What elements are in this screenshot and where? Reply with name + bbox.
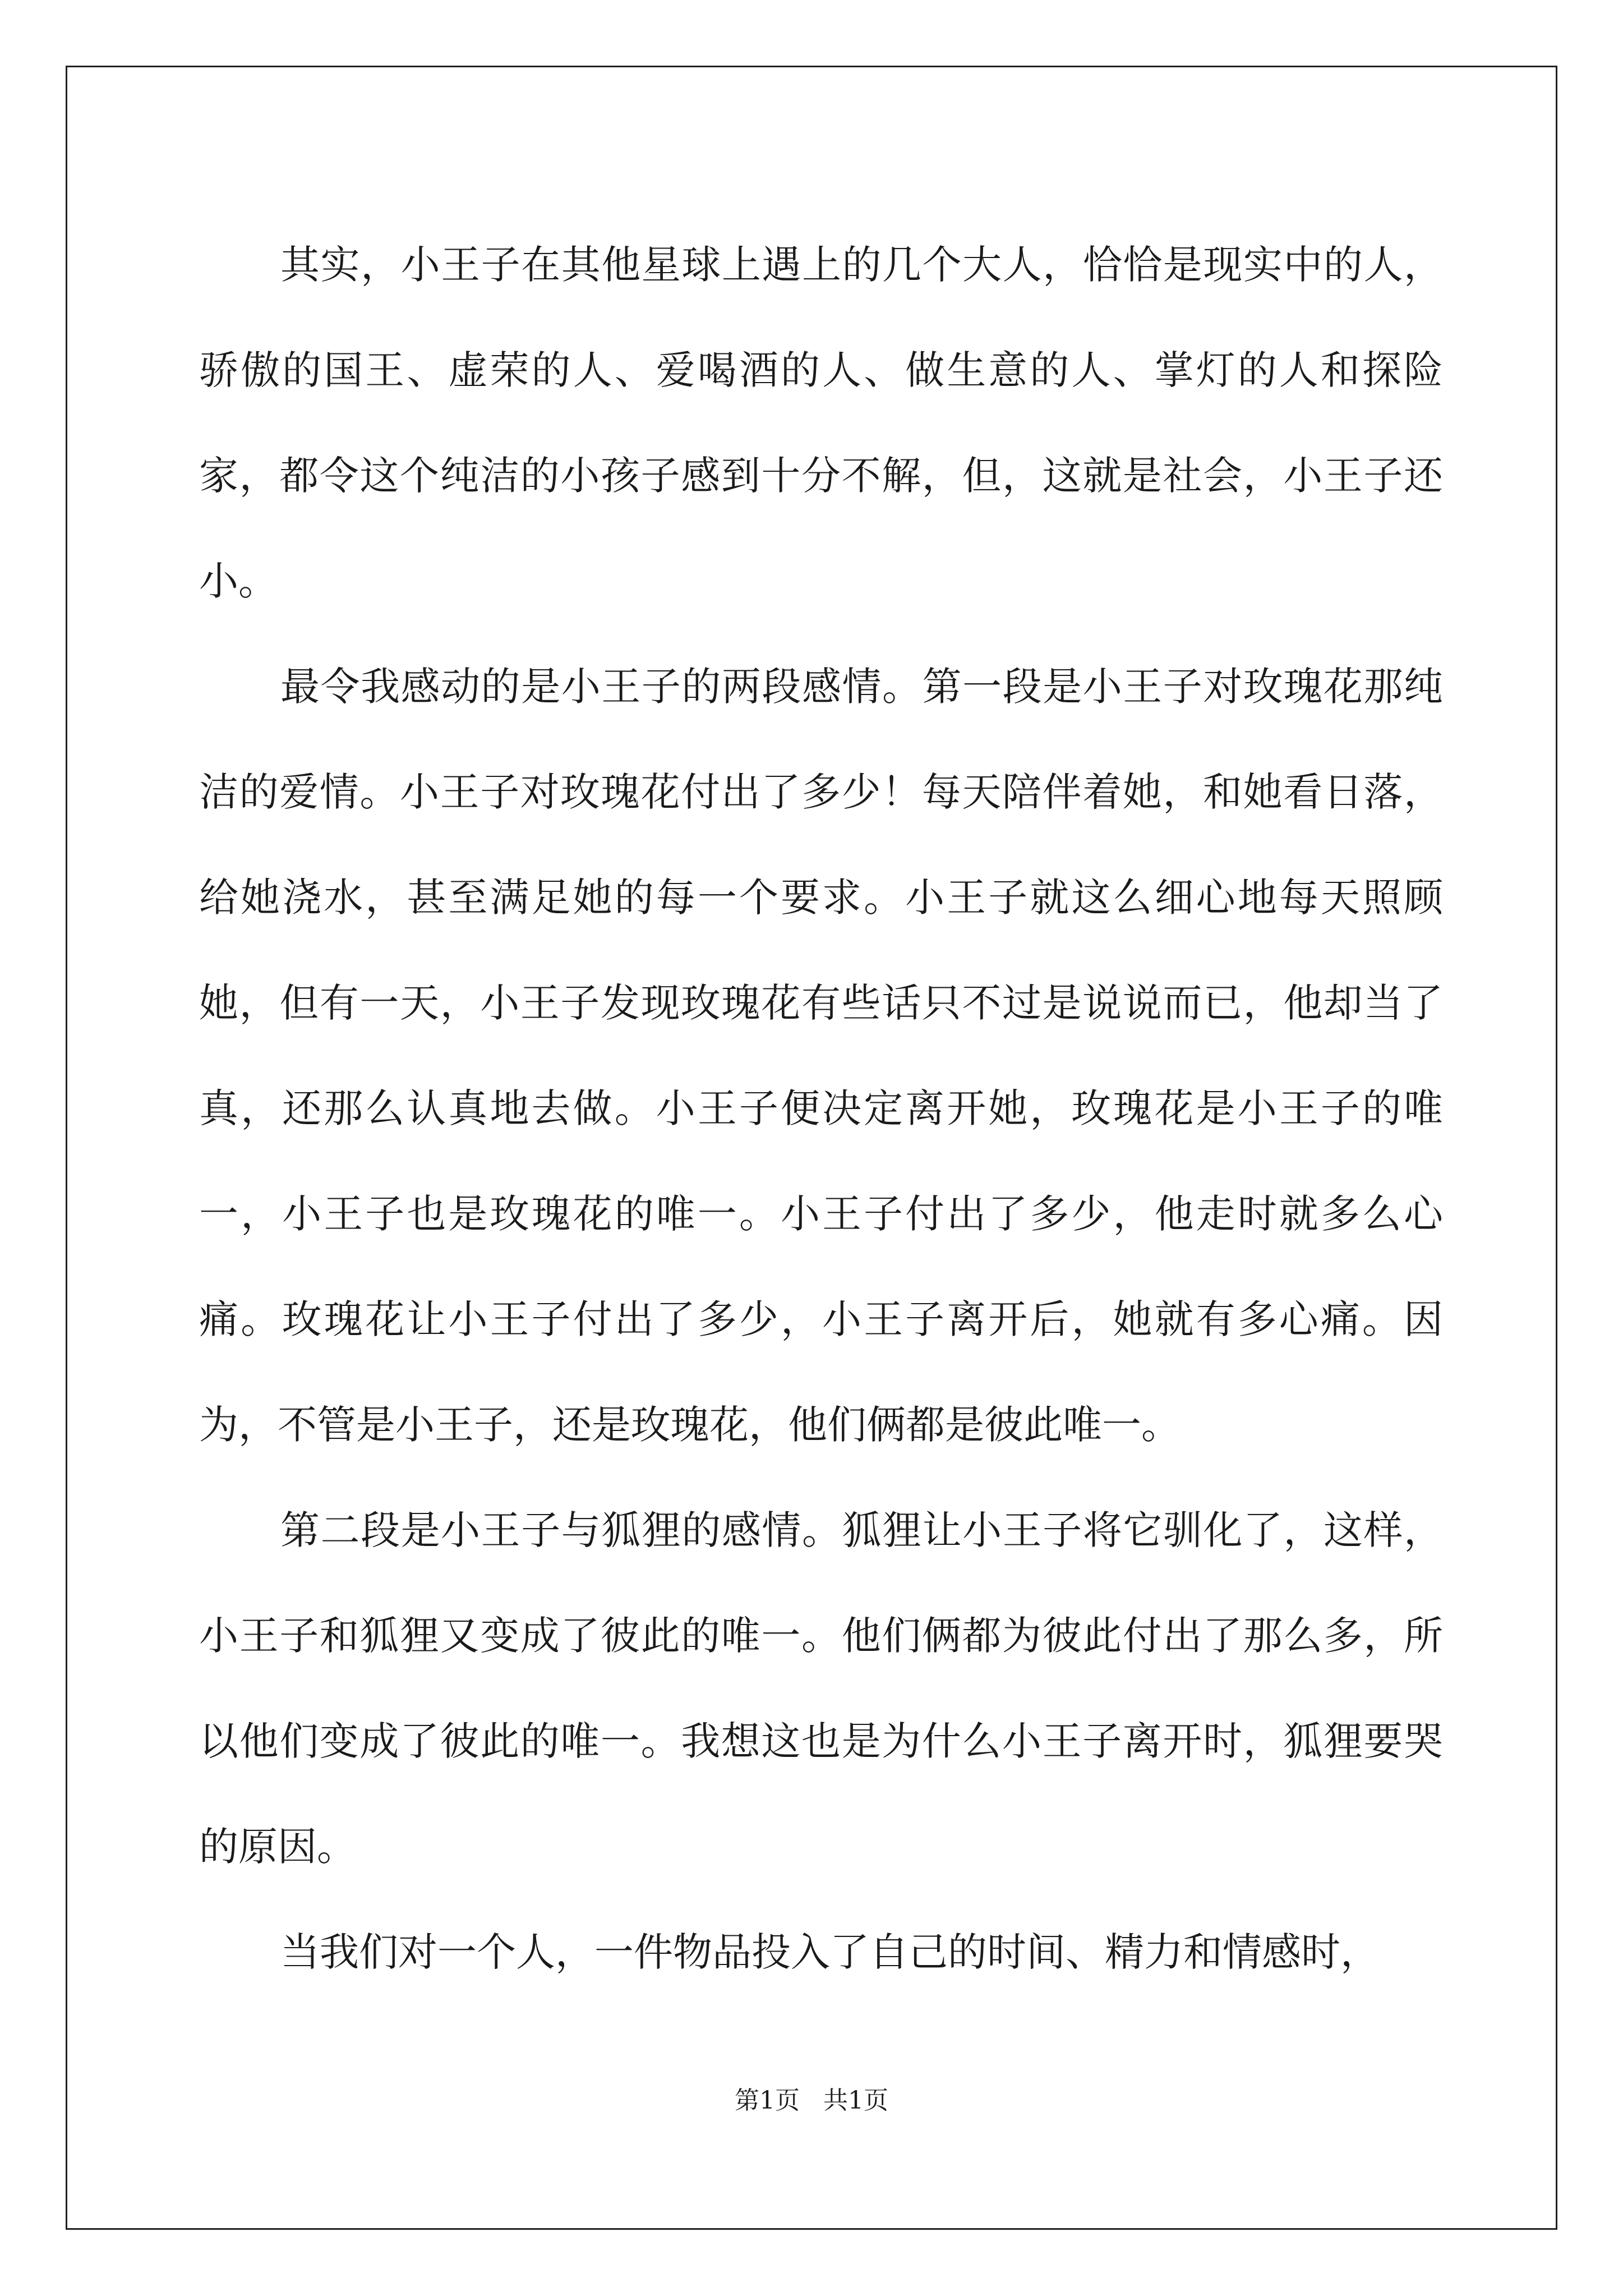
paragraph: 最令我感动的是小王子的两段感情。第一段是小王子对玫瑰花那纯洁的爱情。小王子对玫瑰花付出了多少！每天陪伴着她，和她看日落，给她浇水，甚至满足她的每一个要求。小王子就这么细心地每天照顾她，但有一天，小王子发现玫瑰花有些话只不过是说说而已，他却当了真，还那么认真地去做。小王子便决定离开她，玫瑰花是小王子的唯一，小王子也是玫瑰花的唯一。小王子付出了多少，他走时就多么心痛。玫瑰花让小王子付出了多少，小王子离开后，她就有多心痛。因为，不管是小王子，还是玫瑰花，他们俩都是彼此唯一。: [199, 664, 1443, 1448]
document-body: [199, 212, 1443, 2005]
page-number-footer: 第1页 共1页: [735, 2086, 888, 2115]
paragraph: 第二段是小王子与狐狸的感情。狐狸让小王子将它驯化了，这样，小王子和狐狸又变成了彼此的唯一。他们俩都为彼此付出了那么多，所以他们变成了彼此的唯一。我想这也是为什么小王子离开时，狐狸要哭的原因。: [199, 1507, 1443, 1870]
paragraph: 当我们对一个人，一件物品投入了自己的时间、精力和情感时，: [280, 1929, 1380, 1975]
paragraph: 其实，小王子在其他星球上遇上的几个大人，恰恰是现实中的人，骄傲的国王、虚荣的人、爱喝酒的人、做生意的人、掌灯的人和探险家，都令这个纯洁的小孩子感到十分不解，但，这就是社会，小王子还小。: [199, 242, 1443, 604]
